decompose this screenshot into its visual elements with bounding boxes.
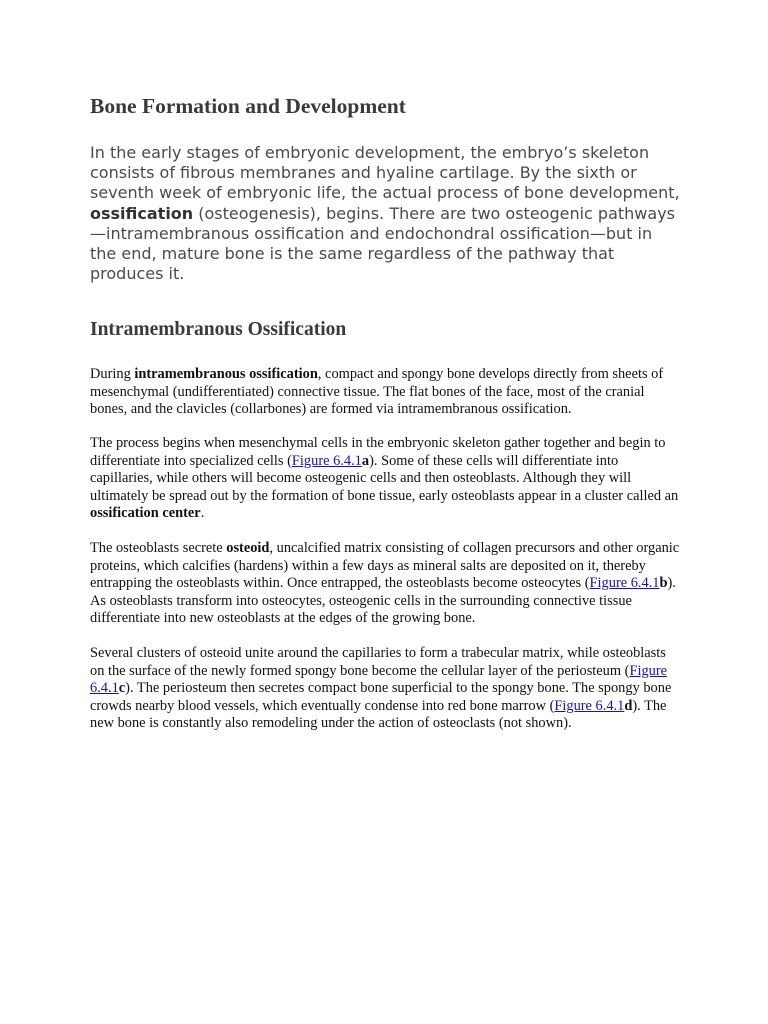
- p2-text-3: .: [200, 505, 205, 522]
- p4-text-1: Several clusters of osteoid unite around the capillaries to form a trabecular matrix, while osteoblasts on the surface of the newly formed spongy bone become the cellular layer of the periosteum (: [90, 645, 666, 679]
- page-title: Bone Formation and Development: [90, 94, 406, 118]
- paragraph-2: [90, 435, 682, 523]
- intro-term-ossification: ossification: [90, 203, 194, 223]
- intro-text-2: (osteogenesis), begins. There are two osteogenic pathways—intramembranous ossification and endochondral ossification—but in the end, mature bone is the same regardless of the pathway that produces it.: [90, 203, 675, 284]
- p2-figure-part: a: [361, 452, 370, 469]
- intro-paragraph: [90, 143, 680, 284]
- p3-text-3: ). As osteoblasts transform into osteocytes, osteogenic cells in the surrounding connective tissue differentiate into new osteoblasts at the edges of the growing bone.: [90, 575, 676, 627]
- p3-figure-part: b: [659, 575, 668, 592]
- intro-text-1: In the early stages of embryonic development, the embryo’s skeleton consists of fibrous membranes and hyaline cartilage. By the sixth or seventh week of embryonic life, the actual process of bone development,: [90, 143, 680, 203]
- figure-link[interactable]: Figure 6.4.1: [90, 662, 668, 697]
- p3-text-2: , uncalcified matrix consisting of collagen precursors and other organic proteins, which calcifies (hardens) within a few days as mineral salts are deposited on it, thereby entrapping the osteoblasts within. Once entrapped, the osteoblasts become osteocytes (: [90, 540, 680, 592]
- p1-text-1: During: [90, 366, 135, 382]
- paragraph-4: [90, 645, 682, 733]
- p3-term: osteoid: [226, 540, 270, 556]
- figure-link[interactable]: Figure 6.4.1: [589, 575, 660, 592]
- paragraph-3: [90, 540, 682, 628]
- p3-text-1: The osteoblasts secrete: [90, 540, 227, 556]
- p4-figure-part-c: c: [118, 680, 126, 697]
- p4-text-2: ). The periosteum then secretes compact bone superficial to the spongy bone. The spongy bone crowds nearby blood vessels, which eventually condense into red bone marrow (: [90, 680, 672, 714]
- p1-text-2: , compact and spongy bone develops directly from sheets of mesenchymal (undifferentiated) connective tissue. The flat bones of the face, most of the cranial bones, and the clavicles (collarbones) are formed via intramembranous ossification.: [90, 366, 664, 418]
- p2-term: ossification center: [90, 505, 201, 522]
- section-heading: Intramembranous Ossification: [90, 319, 347, 340]
- p2-text-1: The process begins when mesenchymal cells in the embryonic skeleton gather together and begin to differentiate into specialized cells (: [90, 435, 666, 469]
- paragraph-1: [90, 366, 682, 419]
- figure-link[interactable]: Figure 6.4.1: [291, 452, 362, 469]
- figure-link[interactable]: Figure 6.4.1: [554, 697, 625, 714]
- p4-figure-part-d: d: [624, 697, 633, 714]
- p4-text-3: ). The new bone is constantly also remodeling under the action of osteoclasts (not shown).: [90, 697, 667, 732]
- p1-term: intramembranous ossification: [134, 366, 318, 382]
- p2-text-2: ). Some of these cells will differentiate into capillaries, while others will become osteogenic cells and then osteoblasts. Although they will ultimately be spread out by the formation of bone tissue, early osteoblasts appear in a cluster called an: [90, 452, 679, 504]
